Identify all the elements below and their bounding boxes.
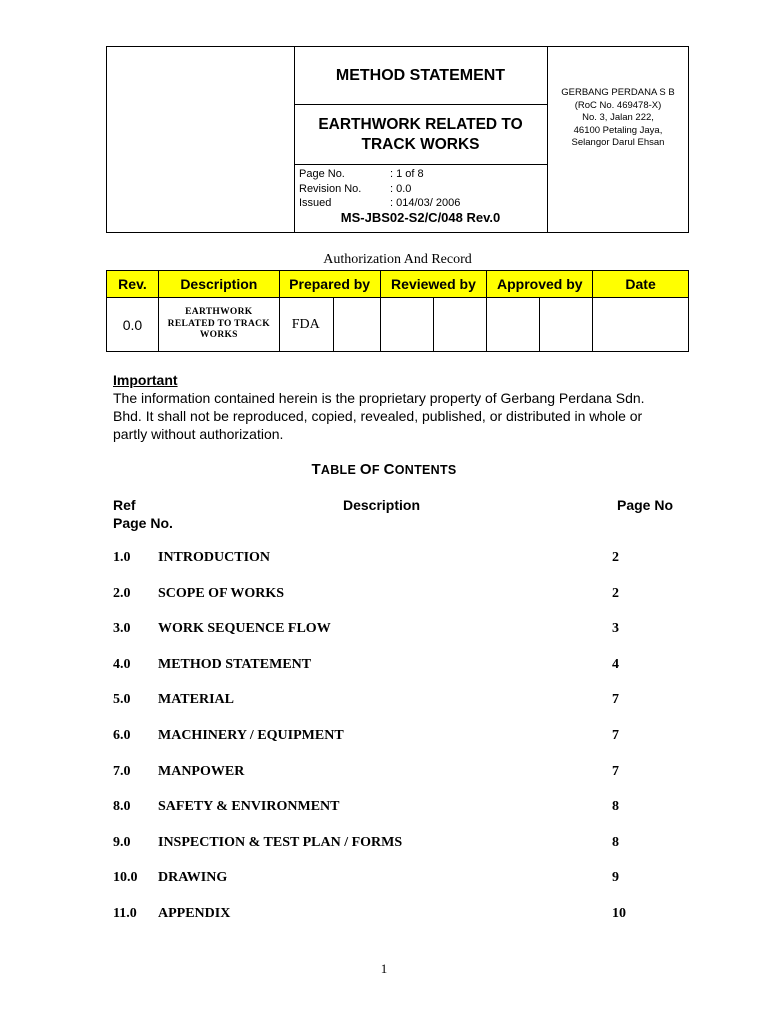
- authorization-table: [106, 270, 689, 352]
- toc-entry: [0, 692, 768, 712]
- toc-entry-ref: 8.0: [113, 799, 131, 814]
- toc-entry: [0, 621, 768, 641]
- toc-title-part: ABLE: [320, 463, 360, 477]
- toc-entry-page: 2: [612, 586, 619, 601]
- important-label: Important: [113, 372, 178, 388]
- toc-entry-ref: 11.0: [113, 906, 137, 921]
- company-line: No. 3, Jalan 222,: [582, 112, 654, 123]
- toc-entry-ref: 10.0: [113, 870, 138, 885]
- toc-entry-page: 3: [612, 621, 619, 636]
- document-meta: [299, 167, 460, 211]
- toc-title-part: F: [371, 463, 384, 477]
- toc-entry-description: SCOPE OF WORKS: [158, 586, 285, 601]
- col-header-reviewed-by: Reviewed by: [380, 271, 487, 298]
- toc-entry: [0, 764, 768, 784]
- toc-entry-page: 8: [612, 799, 619, 814]
- toc-entry: [0, 835, 768, 855]
- toc-entry-ref: 5.0: [113, 692, 131, 707]
- description-line: WORKS: [199, 330, 238, 341]
- col-header-date: Date: [593, 271, 689, 298]
- toc-entry-page: 9: [612, 870, 619, 885]
- meta-key: Revision No.: [299, 182, 362, 195]
- document-number: MS-JBS02-S2/C/048 Rev.0: [340, 210, 501, 225]
- toc-entry-ref: 1.0: [113, 550, 131, 565]
- toc-entry-description: MATERIAL: [158, 692, 234, 707]
- description-cell: [158, 298, 279, 352]
- toc-entry-ref: 7.0: [113, 764, 131, 779]
- toc-entry-description: METHOD STATEMENT: [158, 657, 312, 672]
- toc-entry: [0, 586, 768, 606]
- logo-area: [107, 47, 295, 232]
- toc-title-part: O: [359, 461, 372, 478]
- document-title: [294, 105, 547, 165]
- document-header: [106, 46, 689, 233]
- important-text: The information contained herein is the proprietary property of Gerbang Perdana Sdn. Bhd. It shall not be reproduced, copied, revealed, published, or distributed in whole or partly without authorization.: [113, 390, 645, 442]
- toc-entry-page: 2: [612, 550, 619, 565]
- company-line: Selangor Darul Ehsan: [571, 137, 665, 148]
- authorization-title: Authorization And Record: [323, 252, 472, 267]
- toc-entry-description: WORK SEQUENCE FLOW: [158, 621, 331, 636]
- meta-value: : 014/03/ 2006: [390, 197, 461, 209]
- toc-entry-ref: 6.0: [113, 728, 131, 743]
- company-line: (RoC No. 469478-X): [574, 99, 662, 111]
- toc-entry-page: 10: [612, 906, 626, 921]
- toc-title: [0, 461, 768, 478]
- toc-entry-ref: 2.0: [113, 586, 131, 601]
- toc-entry-description: INSPECTION & TEST PLAN / FORMS: [158, 835, 403, 850]
- toc-entry-page: 7: [612, 728, 619, 743]
- company-info: [548, 47, 688, 232]
- toc-entry-description: MANPOWER: [158, 764, 245, 779]
- toc-col-ref: Ref: [113, 497, 136, 513]
- toc-entry-ref: 9.0: [113, 835, 131, 850]
- table-row: [107, 298, 689, 352]
- method-statement-label: METHOD STATEMENT: [294, 47, 547, 105]
- toc-entry-page: 8: [612, 835, 619, 850]
- date-cell: [593, 298, 689, 352]
- toc-entry-description: INTRODUCTION: [158, 550, 271, 565]
- title-line-2: TRACK WORKS: [361, 135, 480, 153]
- toc-col-page: Page No: [617, 497, 674, 513]
- toc-entry-description: MACHINERY / EQUIPMENT: [158, 728, 344, 743]
- toc-entry: [0, 728, 768, 748]
- approved-sign-cell: [540, 298, 593, 352]
- col-header-rev: Rev.: [107, 271, 159, 298]
- toc-entry-description: SAFETY & ENVIRONMENT: [158, 799, 340, 814]
- toc-entry: [0, 550, 768, 570]
- meta-value: : 1 of 8: [390, 168, 424, 180]
- header-center: [294, 47, 548, 232]
- description-line: RELATED TO TRACK: [167, 318, 270, 329]
- col-header-approved-by: Approved by: [487, 271, 593, 298]
- toc-entry-description: DRAWING: [158, 870, 228, 885]
- toc-entry-page: 7: [612, 692, 619, 707]
- meta-key: Issued: [299, 197, 332, 209]
- page-number: 1: [380, 961, 388, 976]
- company-line: GERBANG PERDANA S B: [561, 87, 675, 98]
- reviewed-by-cell: [380, 298, 434, 352]
- meta-key: Page No.: [299, 168, 345, 180]
- toc-title-part: ONTENTS: [394, 463, 457, 477]
- title-line-1: EARTHWORK RELATED TO: [318, 115, 523, 133]
- toc-entry-ref: 4.0: [113, 657, 131, 672]
- description-line: EARTHWORK: [185, 307, 253, 318]
- toc-entry-page: 4: [612, 657, 619, 672]
- rev-cell: 0.0: [107, 298, 159, 352]
- toc-entry-ref: 3.0: [113, 621, 131, 636]
- col-header-description: Description: [158, 271, 279, 298]
- table-header-row: [107, 271, 689, 298]
- prepared-by-cell: FDA: [279, 298, 333, 352]
- toc-title-part: C: [383, 461, 395, 478]
- toc-entry: [0, 799, 768, 819]
- toc-entry: [0, 657, 768, 677]
- toc-entry: [0, 906, 768, 926]
- toc-col-description: Description: [343, 497, 421, 513]
- meta-value: : 0.0: [390, 182, 412, 195]
- approved-by-cell: [487, 298, 540, 352]
- prepared-sign-cell: [333, 298, 380, 352]
- toc-title-part: T: [311, 461, 321, 478]
- toc-entry: [0, 870, 768, 890]
- toc-entry-page: 7: [612, 764, 619, 779]
- reviewed-sign-cell: [434, 298, 487, 352]
- toc-entry-description: APPENDIX: [158, 906, 231, 921]
- toc-col-page-wrap: Page No.: [113, 515, 173, 531]
- col-header-prepared-by: Prepared by: [279, 271, 380, 298]
- company-line: 46100 Petaling Jaya,: [573, 124, 663, 136]
